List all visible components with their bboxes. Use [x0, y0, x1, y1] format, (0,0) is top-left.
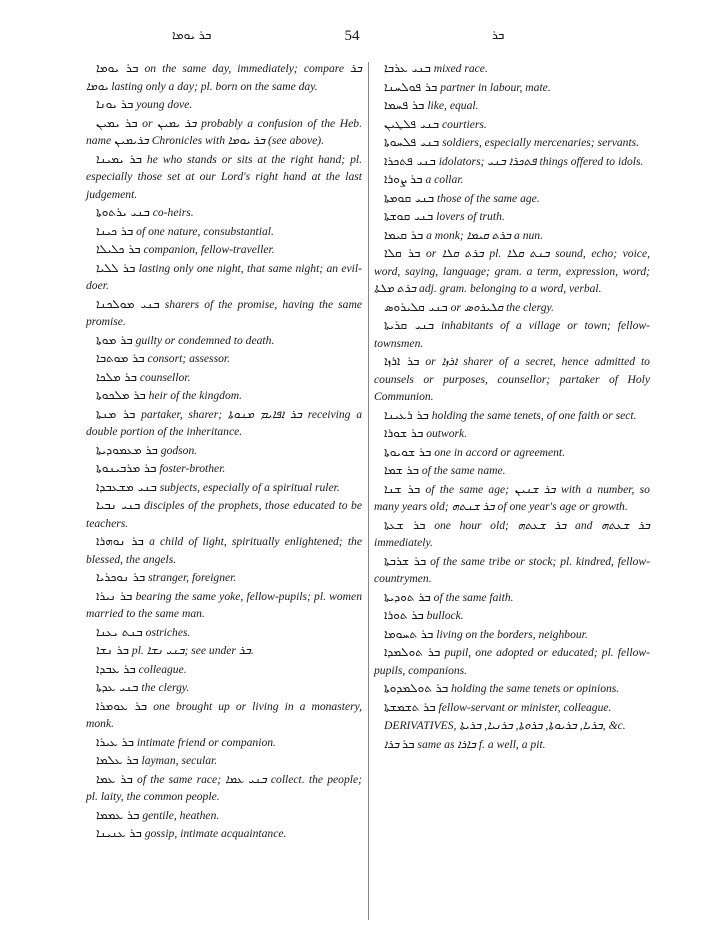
- entry-headword: ܒܪ ܡܢܬܐ: [96, 406, 136, 421]
- entry-definition: lovers of truth.: [436, 210, 505, 223]
- entry-headword: ܒܢܝ ܦܠܛܝܢ: [384, 116, 440, 131]
- entry-definition: guilty or condemned to death.: [135, 333, 275, 347]
- dictionary-entry: [374, 299, 650, 317]
- entry-headword: ܒܪ ܡܠܟܐ: [96, 369, 137, 384]
- entry-headword: ܒܪ ܥܝܪܐ: [96, 734, 134, 749]
- dictionary-entry: [86, 369, 362, 387]
- dictionary-entry: [86, 734, 362, 752]
- entry-headword: ܒܪ ܩܝܡܐ: [384, 227, 424, 242]
- entry-headword: ܒܪ ܝܡܝܢܐ: [96, 151, 142, 166]
- dictionary-entry: [86, 497, 362, 532]
- entry-definition: courtiers.: [442, 117, 487, 131]
- entry-headword: ܒܪ ܝܘܢܐ: [96, 97, 134, 111]
- entry-headword: ܒܢܝ ܩܪܝܬܐ: [384, 318, 435, 332]
- entry-headword: ܒܪ ܥܒܕܐ: [96, 661, 136, 676]
- entry-definition: a child of light, spiritually enlightened; the blessed, the angels.: [86, 535, 362, 566]
- dictionary-entry: [374, 245, 650, 298]
- entry-definition: of the same race; ܒܢܝ ܥܡܐ collect. the people; pl. laity, the common people.: [86, 772, 362, 803]
- entry-headword: ܒܪ ܟܝܢܐ: [96, 223, 134, 238]
- entry-headword: ܒܢܝ ܦܬܟܪܐ: [384, 153, 436, 168]
- dictionary-entry: [86, 406, 362, 441]
- entry-definition: or ܩܠܝܪܘܣ the clergy.: [450, 300, 554, 314]
- dictionary-entry: [86, 807, 362, 825]
- entry-headword: ܒܪ ܫܡܐ: [384, 463, 419, 477]
- column-divider: [368, 62, 369, 920]
- dictionary-entry: [374, 153, 650, 171]
- entry-headword: ܒܢܝ ܩܠܝܪܘܣ: [384, 299, 448, 314]
- entry-headword: ܒܪ ܠܠܝܐ: [96, 260, 136, 275]
- dictionary-entry: [86, 679, 362, 697]
- entry-definition: disciples of the prophets, those educated to be teachers.: [86, 499, 363, 530]
- dictionary-entry: [86, 332, 362, 350]
- dictionary-entry: [374, 589, 650, 607]
- entry-headword: ܒܪ ܥܡܡܐ: [96, 807, 140, 822]
- entry-headword: ܒܢܝ ܥܕܬܐ: [96, 680, 139, 694]
- entry-definition: living on the borders, neighbour.: [436, 627, 588, 641]
- entry-definition: ܒܪܐ same as ܒܐܪܐ f. a well, a pit.: [384, 737, 546, 751]
- entry-definition: heir of the kingdom.: [148, 389, 243, 402]
- entry-definition: subjects, especially of a spiritual ruler.: [159, 480, 340, 494]
- dictionary-entry: [86, 642, 362, 660]
- entry-headword: ܒܪ ܫܘܪܐ: [384, 426, 424, 440]
- dictionary-entry: [86, 96, 362, 114]
- entry-definition: on the same day, immediately; compare ܒܪ ܝܘܡܐ lasting only a day; pl. born on the same day.: [86, 62, 362, 93]
- dictionary-entry: [86, 442, 362, 460]
- running-head-left: ܒܪ ܝܘܡܐ: [172, 28, 212, 42]
- dictionary-entry: [86, 223, 362, 241]
- entry-headword: ܒܪ ܢܫܐ: [96, 643, 129, 657]
- dictionary-entry: [86, 115, 362, 150]
- entry-headword: ܒܪ ܡܘܬܐ: [96, 332, 133, 347]
- dictionary-entry: [86, 569, 362, 587]
- entry-definition: DERIVATIVES, ܒܪܝܐ, ܒܪܝܘܬܐ, ܒܪܘܬܐ, ܒܪܢܝܐ, ܒܪܝܬܐ, &c.: [384, 719, 626, 732]
- page-number: 54: [344, 28, 360, 44]
- entry-headword: ܒܢܬ ܝܥܢܐ: [96, 624, 143, 639]
- entry-definition: layman, secular.: [141, 754, 218, 767]
- dictionary-entry: [86, 151, 362, 204]
- entry-headword: ܒܪ ܦܚܡܐ: [384, 98, 425, 112]
- entry-headword: ܒܪ ܥܡܐ: [96, 771, 133, 786]
- entry-definition: of the same tribe or stock; pl. kindred, fellow-countrymen.: [374, 554, 650, 585]
- entry-definition: inhabitants of a village or town; fellow-townsmen.: [374, 319, 650, 350]
- dictionary-entry: [86, 260, 362, 295]
- entry-headword: ܒܪ ܡܠܟܘܬܐ: [96, 388, 146, 402]
- dictionary-entry: [86, 60, 362, 95]
- entry-headword: ܒܪ ܡܥܡܘܕܝܬܐ: [96, 442, 158, 457]
- entry-definition: companion, fellow-traveller.: [143, 243, 275, 256]
- dictionary-entry: [374, 190, 650, 208]
- entry-definition: partner in labour, mate.: [440, 80, 551, 94]
- entry-headword: ܒܪ ܥܠܡܐ: [96, 753, 139, 767]
- entry-definition: of the same age; ܒܪ ܫܢܝܢ with a number, so many years old; ܒܪ ܫܢܬܗ of one year's age or growth.: [374, 482, 650, 513]
- dictionary-entry: [374, 462, 650, 480]
- dictionary-entry: [86, 825, 362, 843]
- entry-headword: ܒܢܝ ܩܘܡܬܐ: [384, 190, 435, 205]
- entry-definition: like, equal.: [427, 99, 479, 112]
- entry-headword: ܒܢܝ ܢܒܝܐ: [96, 498, 141, 512]
- entry-definition: one brought up or living in a monastery, monk.: [86, 699, 363, 730]
- entry-definition: of the same faith.: [433, 590, 514, 604]
- entry-definition: outwork.: [426, 427, 468, 440]
- entry-definition: godson.: [160, 443, 198, 457]
- entry-headword: ܒܪ: [402, 736, 415, 751]
- dictionary-entry: [374, 717, 650, 735]
- entry-definition: lasting only one night, that same night; an evil-doer.: [86, 261, 362, 292]
- dictionary-entry: [86, 661, 362, 679]
- entry-headword: ܒܪ ܫܥܬܐ: [384, 517, 426, 532]
- entry-definition: one in accord or agreement.: [434, 445, 566, 459]
- dictionary-entry: [86, 533, 362, 568]
- entry-definition: pl. ܒܢܝ ܢܫܐ; see under ܒܪ.: [131, 644, 254, 657]
- running-head-right: ܒܪ: [492, 28, 505, 42]
- entry-headword: ܒܪ ܬܘܠܡܕܘܬܐ: [384, 681, 449, 695]
- dictionary-entry: [374, 317, 650, 352]
- entry-headword: ܒܢܝ ܦܠܚܘܬܐ: [384, 135, 440, 149]
- dictionary-entry: [86, 350, 362, 368]
- dictionary-entry: [374, 134, 650, 152]
- entry-definition: or ܒܪܬ ܩܠܐ pl. ܒܢܬ ܩܠܐ sound, echo; voice, word, saying, language; gram. a term, expression, word; ܒܪܬ ܡܠܬܐ adj. gram. belonging to a word, verbal.: [374, 247, 650, 295]
- entry-definition: ostriches.: [145, 625, 191, 639]
- entry-definition: young dove.: [136, 98, 193, 111]
- entry-definition: stranger, foreigner.: [148, 571, 237, 584]
- dictionary-entry: [374, 444, 650, 462]
- entry-headword: ܒܢܝ ܡܫܥܒܕܐ: [96, 479, 157, 494]
- dictionary-entry: [374, 353, 650, 406]
- dictionary-entry: [374, 644, 650, 679]
- dictionary-entry: [86, 698, 362, 733]
- entry-headword: ܒܪ ܪܥܝܢܐ: [384, 407, 429, 422]
- entry-headword: ܒܪ ܬܘܠܡܕܐ: [384, 645, 441, 659]
- dictionary-entry: [374, 607, 650, 625]
- dictionary-entry: [374, 517, 650, 552]
- entry-definition: foster-brother.: [159, 462, 226, 475]
- entry-definition: co-heirs.: [152, 206, 194, 219]
- entry-headword: ܒܢܝ ܡܘܠܟܢܐ: [96, 296, 160, 311]
- entry-headword: ܒܪ ܫܘܝܘܬܐ: [384, 444, 432, 459]
- entry-definition: of one nature, consubstantial.: [136, 224, 274, 238]
- entry-definition: consort; assessor.: [147, 352, 230, 365]
- entry-headword: ܒܪ ܝܡܝܢ: [96, 115, 138, 130]
- entry-definition: gossip, intimate acquaintance.: [144, 827, 287, 840]
- entry-headword: ܒܪ ܬܚܘܡܐ: [384, 626, 434, 641]
- dictionary-entry: [374, 425, 650, 443]
- entry-headword: ܒܪ ܐܪܙܐ: [384, 354, 420, 368]
- entry-headword: ܒܪ ܥܘܡܪܐ: [96, 698, 148, 713]
- entry-definition: pupil, one adopted or educated; pl. fellow-pupils, companions.: [374, 646, 650, 677]
- left-column: [86, 60, 362, 844]
- entry-headword: ܒܪ ܢܘܟܪܝܐ: [96, 570, 146, 584]
- entry-definition: of the same name.: [421, 464, 506, 477]
- dictionary-entry: [86, 241, 362, 259]
- entry-definition: mixed race.: [433, 62, 488, 75]
- dictionary-entry: [86, 387, 362, 405]
- dictionary-entry: [374, 227, 650, 245]
- entry-headword: ܒܢܝ ܥܪܒܐ: [384, 61, 431, 75]
- dictionary-entry: [86, 588, 362, 623]
- dictionary-entry: [374, 60, 650, 78]
- dictionary-entry: [86, 296, 362, 331]
- dictionary-entry: [374, 481, 650, 516]
- dictionary-entry: [374, 97, 650, 115]
- dictionary-entry: [374, 116, 650, 134]
- entry-headword: ܒܪ ܥܢܝܢܐ: [96, 826, 142, 840]
- dictionary-entry: [86, 771, 362, 806]
- right-column: [374, 60, 650, 754]
- entry-headword: ܒܪ ܟܠܝܠܐ: [96, 242, 141, 256]
- dictionary-entry: [86, 479, 362, 497]
- dictionary-entry: [374, 171, 650, 189]
- dictionary-entry: [374, 699, 650, 717]
- entry-definition: sharers of the promise, having the same promise.: [86, 297, 362, 328]
- entry-headword: ܒܪ ܩܠܐ: [384, 246, 421, 260]
- entry-definition: gentile, heathen.: [142, 808, 220, 822]
- entry-definition: bullock.: [426, 609, 464, 622]
- dictionary-entry: [86, 752, 362, 770]
- entry-definition: idolators; ܦܬܟܪܐ ܒܢܝ things offered to idols.: [438, 154, 644, 168]
- dictionary-entry: [374, 553, 650, 588]
- entry-headword: ܒܪ ܡܪܒܝܢܘܬܐ: [96, 461, 157, 475]
- entry-headword: ܒܪ ܬܘܕܝܬܐ: [384, 589, 431, 604]
- dictionary-entry: [86, 624, 362, 642]
- entry-definition: he who stands or sits at the right hand; pl. especially those set at our Lord's right hand at the last judgement.: [86, 152, 362, 201]
- entry-headword: ܒܢܝ ܝܪܬܘܬܐ: [96, 205, 150, 219]
- entry-headword: ܒܪ ܬܫܡܫܬܐ: [384, 699, 436, 714]
- entry-headword: ܒܪ ܢܝܪܐ: [96, 588, 133, 603]
- dictionary-entry: [374, 736, 650, 754]
- entry-definition: bearing the same yoke, fellow-pupils; pl. women married to the same man.: [86, 589, 363, 620]
- entry-definition: a monk; ܒܪܬ ܩܝܡܐ a nun.: [426, 228, 543, 242]
- entry-definition: those of the same age.: [437, 191, 540, 205]
- entry-headword: ܒܪ ܡܘܬܒܐ: [96, 351, 145, 365]
- entry-definition: holding the same tenets or opinions.: [451, 682, 620, 695]
- entry-headword: ܒܪ ܢܘܗܪܐ: [96, 534, 144, 548]
- entry-definition: or ܒܪ ܝܡܝܢ probably a confusion of the Heb. name ܒܪܝܡܝܢ Chronicles with ܒܪ ܝܘܡܐ (see above).: [86, 116, 362, 147]
- entry-headword: ܒܢܝ ܩܘܫܬܐ: [384, 209, 434, 223]
- entry-definition: soldiers, especially mercenaries; servants.: [442, 136, 640, 149]
- entry-headword: ܒܪ ܝܘܡܐ: [96, 61, 139, 75]
- entry-definition: the clergy.: [141, 681, 190, 694]
- entry-definition: fellow-servant or minister, colleague.: [438, 700, 612, 714]
- entry-headword: ܒܪ ܬܘܪܐ: [384, 608, 424, 622]
- dictionary-entry: [86, 204, 362, 222]
- dictionary-entry: [86, 460, 362, 478]
- dictionary-entry: [374, 680, 650, 698]
- entry-headword: ܒܪ ܨܘܪܐ: [384, 172, 423, 186]
- entry-definition: partaker, sharer; ܒܪ ܐܦܐܝܡ ܡܢܘܬܐ receiving a double portion of the inheritance.: [86, 407, 363, 438]
- dictionary-entry: [374, 79, 650, 97]
- entry-headword: ܒܪ ܦܘܠܚܢܐ: [384, 79, 438, 94]
- entry-definition: holding the same tenets, of one faith or sect.: [431, 408, 637, 422]
- entry-definition: colleague.: [138, 662, 187, 676]
- dictionary-entry: [374, 407, 650, 425]
- entry-headword: ܒܪ ܫܪܒܬܐ: [384, 553, 427, 568]
- entry-definition: or ܐܪܙܐ sharer of a secret, hence admitted to counsels or purposes, counsellor; partaker of Holy Communion.: [374, 355, 650, 403]
- entry-headword: ܒܪ ܫܢܐ: [384, 481, 421, 496]
- dictionary-entry: [374, 208, 650, 226]
- dictionary-entry: [374, 626, 650, 644]
- entry-definition: counsellor.: [139, 370, 191, 384]
- entry-definition: a collar.: [425, 173, 464, 186]
- entry-definition: intimate friend or companion.: [136, 735, 276, 749]
- entry-definition: one hour old; ܒܪ ܫܥܬܗ and ܒܪ ܫܥܬܗ immediately.: [374, 518, 650, 549]
